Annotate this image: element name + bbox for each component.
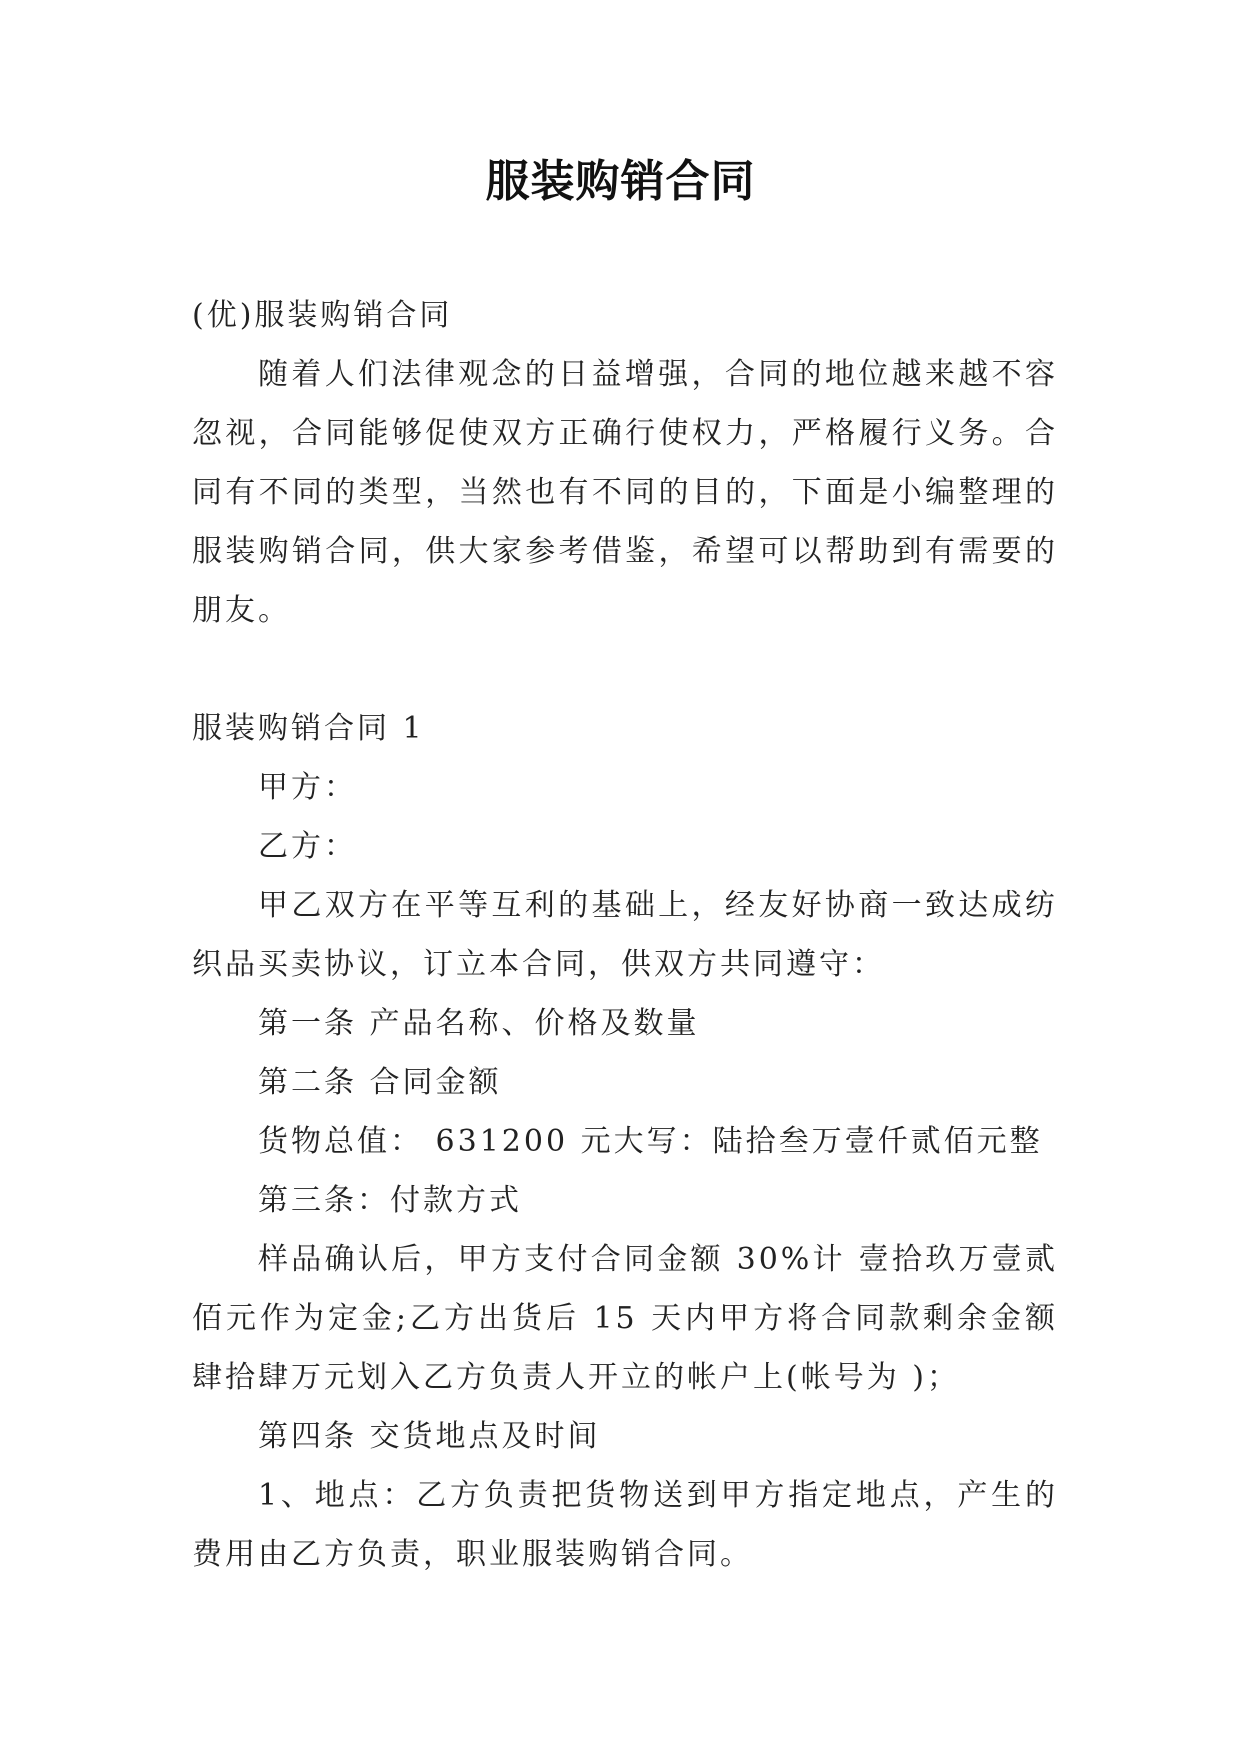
- document-title: 服装购销合同: [485, 156, 756, 207]
- payment-terms-paragraph: 样品确认后，甲方支付合同金额 30%计 壹拾玖万壹贰佰元作为定金;乙方出货后 15 天内甲方将合同款剩余金额 肆拾肆万元划入乙方负责人开立的帐户上(帐号为 )；: [192, 1242, 1058, 1395]
- article-1-heading: 第一条 产品名称、价格及数量: [258, 1006, 700, 1041]
- total-value-line: 货物总值： 631200 元大写：陆拾叁万壹仟贰佰元整: [258, 1124, 1043, 1159]
- delivery-location-paragraph: 1、地点：乙方负责把货物送到甲方指定地点，产生的费用由乙方负责，职业服装购销合同。: [192, 1478, 1058, 1572]
- party-a-line: 甲方：: [258, 770, 357, 805]
- subtitle: (优)服装购销合同: [192, 298, 453, 333]
- article-4-heading: 第四条 交货地点及时间: [258, 1419, 601, 1454]
- party-b-line: 乙方：: [258, 829, 357, 864]
- intro-paragraph: 随着人们法律观念的日益增强，合同的地位越来越不容忽视，合同能够促使双方正确行使权力，严格履行义务。合同有不同的类型，当然也有不同的目的，下面是小编整理的服装购销合同，供大家参考借鉴，希望可以帮助到有需要的朋友。: [192, 357, 1058, 628]
- preamble-paragraph: 甲乙双方在平等互利的基础上，经友好协商一致达成纺织品买卖协议，订立本合同，供双方共同遵守：: [192, 888, 1058, 982]
- document-body: [192, 286, 1058, 1584]
- article-3-heading: 第三条：付款方式: [258, 1183, 522, 1218]
- article-2-heading: 第二条 合同金额: [258, 1065, 502, 1100]
- contract-heading: 服装购销合同 1: [192, 711, 425, 746]
- paragraph-gap: [192, 640, 1058, 699]
